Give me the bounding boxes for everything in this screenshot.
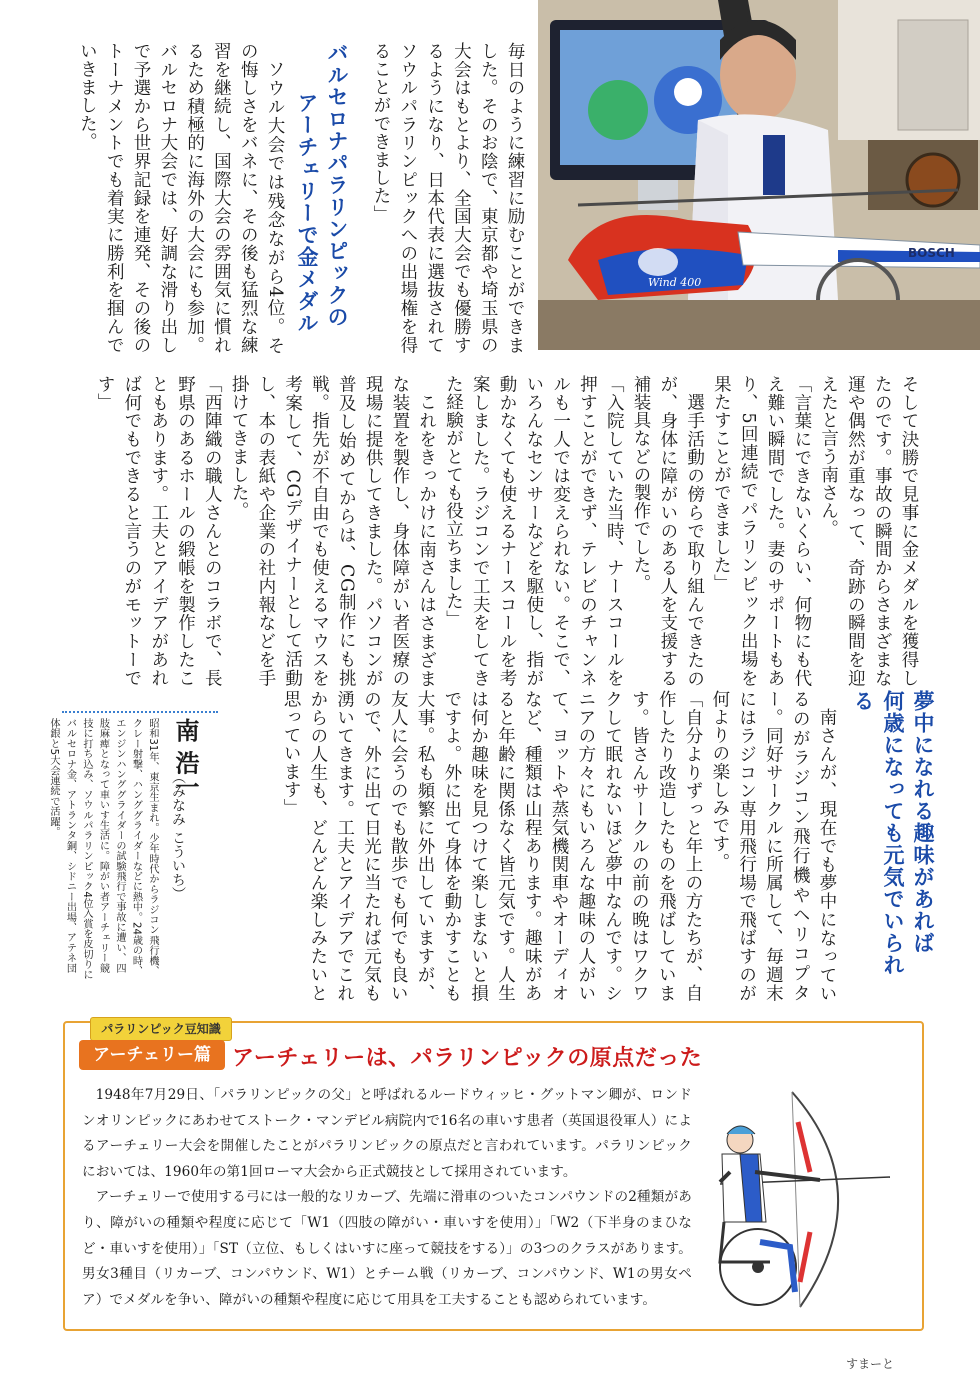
archer-illustration bbox=[700, 1082, 900, 1312]
article-paragraph: そして決勝で見事に金メダルを獲得したのです。事故の瞬間からさまざまな運や偶然が重なって、奇跡の瞬間を迎えたと言う南さん。 bbox=[818, 375, 919, 687]
article-paragraph: 「自分よりずっと年上の方たちが、自作したり改造したものを飛ばしています。皆さんサークルの前の晩はワクワクして眠れないほど夢中なんです。シニアの方々にもいろんな趣味の人がいて、ヨットや蒸気機関車やオーディオなど、種類は山程あります。趣味があると年齢に関係なく皆元気です。人生は何か趣味を見つけて楽しまないと損ですよ。外に出て身体を動かすことも大事。私も頻繁に外出していますが、友人に会うのでも散歩でも何でも良いので、外に出て日光に当たれば元気も湧いてきます。工夫とアイデアでこれからの人生も、どんどん楽しみたいと思っています」 bbox=[281, 690, 704, 1002]
bio-divider bbox=[62, 711, 218, 715]
article-paragraph: 「言葉にできないくらい、何物にも代え難い瞬間でした。妻のサポートもあり、5回連続でパラリンピック出場を果たすことができました」 bbox=[711, 375, 812, 687]
photo-illustration bbox=[538, 0, 980, 350]
article-paragraph: 「西陣織の職人さんとのコラボで、長野県のあるホールの緞帳を製作したこともあります。工夫とアイデアがあれば何でもできると言うのがモットーです」 bbox=[95, 375, 223, 687]
bio-reading: （みなみ こういち） bbox=[170, 770, 186, 901]
article-paragraph: 毎日のように練習に励むことができました。そのお陰で、東京都や埼玉県の大会はもとより、全国大会でも優勝するようになり、日本代表に選抜されてソウルパラリンピックへの出場権を得ることができました」 bbox=[371, 42, 525, 354]
section-heading-hobby bbox=[848, 690, 938, 990]
article-paragraph: 南さんが、現在でも夢中になっているのがラジコン飛行機やヘリコプター。同好サークルに所属して、毎週末にはラジコン専用飛行場で飛ばすのが何よりの楽しみです。 bbox=[709, 690, 837, 1002]
article-paragraph: これをきっかけに南さんはさまざまな装置を製作し、身体障がい者医療の現場に提供してきました。パソコンが普及し始めてからは、CG制作にも挑戦。指先が不自由でも使えるマウスを考案して、CGデザイナーとして活動し、本の表紙や企業の社内報などを手掛けてきました。 bbox=[229, 375, 437, 687]
footer-logo: すまーと bbox=[846, 1357, 895, 1371]
article-column-3 bbox=[95, 375, 922, 687]
section-heading-barcelona bbox=[292, 42, 352, 422]
trivia-title: アーチェリーは、パラリンピックの原点だった bbox=[232, 1046, 703, 1071]
bio-text: 昭和31年、東京生まれ。少年時代からラジコン飛行機、クレー射撃、ハンググライダーなどに熱中。24歳の時、エンジンハンググライダーの試験飛行で事故に遭い、四肢麻痺となって車いす生活に。障がい者アーチェリー競技に打ち込み、ソウルパラリンピック4位入賞を皮切りにバルセロナ金、アトランタ銅、シドニー出場、アテネ団体銀と5大会連続で活躍。 bbox=[48, 718, 158, 980]
article-column-4 bbox=[228, 690, 840, 1002]
heading-line: 何歳になっても元気でいられる bbox=[851, 690, 905, 976]
trivia-paragraph: アーチェリーで使用する弓には一般的なリカーブ、先端に滑車のついたコンパウンドの2種類があり、障がいの種類や程度に応じて「W1（四肢の障がい・車いすを使用）」「W2（下半身のまひなど・車いすを使用）」「ST（立位、もしくはいすに座って競技をする）」の3つのクラスがあります。男女3種目（リカーブ、コンパウンド、W1）とチーム戦（リカーブ、コンパウンド、W1の男女ペア）でメダルを争い、障がいの種類や程度に応じて用具を工夫することも認められています。 bbox=[82, 1189, 692, 1308]
heading-line: 夢中になれる趣味があれば bbox=[911, 690, 935, 954]
trivia-category: アーチェリー篇 bbox=[79, 1040, 225, 1070]
article-column-2 bbox=[62, 42, 288, 354]
article-paragraph: 「入院していた当時、ナースコールを押すことができず、テレビのチャンネルも一人では変えられない。そこで、いろんなセンサーなどを駆使し、指が動かなくても使えるナースコールを考案しました。ラジコンで工夫をしてきた経験がとても役立ちました」 bbox=[443, 375, 625, 687]
article-column-1 bbox=[352, 42, 528, 354]
article-paragraph: ソウル大会では残念ながら4位。その悔しさをバネに、その後も猛烈な練習を継続し、国際大会の雰囲気に慣れるため積極的に海外の大会にも参加。バルセロナ大会では、好調な滑り出しで予選から世界記録を連発、その後のトーナメントでも着実に勝利を掴んでいきました。 bbox=[77, 42, 285, 354]
heli-brand-text: BOSCH bbox=[908, 246, 955, 260]
trivia-text bbox=[82, 1083, 692, 1313]
trivia-tag: パラリンピック豆知識 bbox=[90, 1017, 232, 1041]
heli-model-text: Wind 400 bbox=[648, 276, 702, 289]
heading-line: バルセロナパラリンピックの bbox=[325, 42, 349, 328]
article-paragraph: 選手活動の傍らで取り組んできたのが、身体に障がいのある人を支援する補装具などの製作でした。 bbox=[631, 375, 705, 687]
bio-name: 南 浩一 bbox=[171, 718, 199, 799]
portrait-photo bbox=[538, 0, 980, 350]
heading-line: アーチェリーで金メダル bbox=[295, 92, 319, 334]
trivia-paragraph: 1948年7月29日、「パラリンピックの父」と呼ばれるルードウィッヒ・グットマン卿が、ロンドンオリンピックにあわせてストーク・マンデビル病院内で16名の車いす患者（英国退役軍人）によるアーチェリー大会を開催したことがパラリンピックの原点だと言われています。パラリンピックにおいては、1960年の第1回ローマ大会から正式競技として採用されています。 bbox=[82, 1087, 692, 1180]
